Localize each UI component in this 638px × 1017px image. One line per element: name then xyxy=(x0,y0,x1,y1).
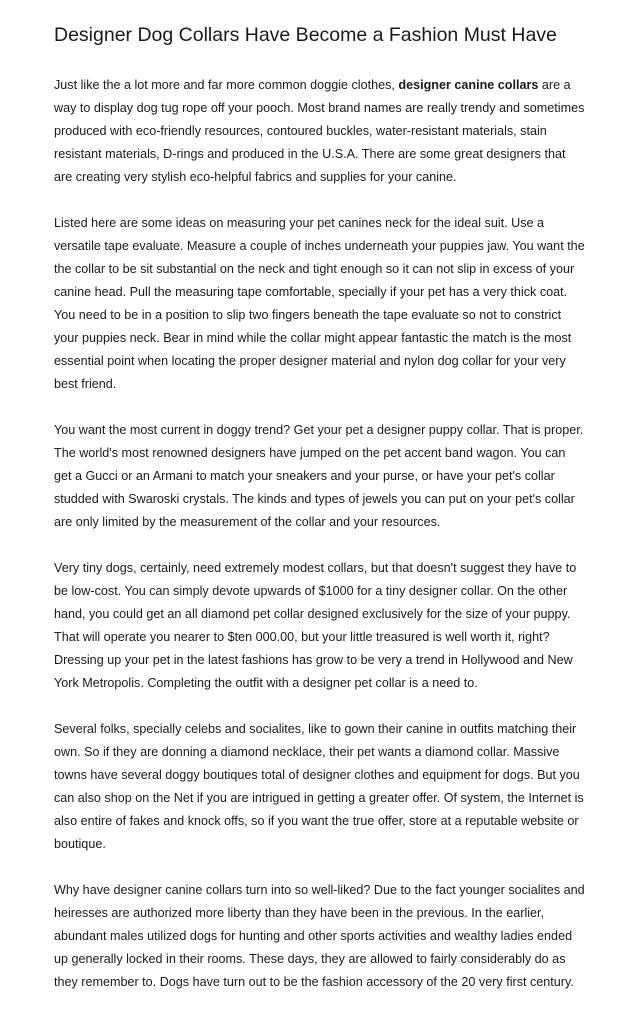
paragraph-5: Several folks, specially celebs and socialites, like to gown their canine in outfits matching their own. So if they are donning a diamond necklace, their pet wants a diamond collar. Massive towns have several doggy boutiques total of designer clothes and equipment for dogs. But you can also shop on the Net if you are intrigued in getting a greater offer. Of system, the Internet is also entire of fakes and knock offs, so if you want the true offer, store at a reputable website or boutique. xyxy=(54,722,584,851)
page-title: Designer Dog Collars Have Become a Fashion Must Have xyxy=(54,24,557,46)
paragraph-3: You want the most current in doggy trend? Get your pet a designer puppy collar. That is proper. The world's most renowned designers have jumped on the pet accent band wagon. You can get a Gucci or an Armani to match your sneakers and your purse, or have your pet's collar studded with Swaroski crystals. The kinds and types of jewels you can put on your pet's collar are only limited by the measurement of the collar and your resources. xyxy=(54,423,584,529)
document-page xyxy=(54,22,586,1017)
paragraph-6: Why have designer canine collars turn into so well-liked? Due to the fact younger socialites and heiresses are authorized more liberty than they have been in the previous. In the earlier, abundant males utilized dogs for hunting and other sports activities and wealthy ladies ended up generally locked in their rooms. These days, they are allowed to fairly considerably do as they remember to. Dogs have turn out to be the fashion accessory of the 20 very first century. xyxy=(54,883,585,989)
paragraph-1 xyxy=(54,74,586,189)
paragraph-4: Very tiny dogs, certainly, need extremely modest collars, but that doesn't suggest they have to be low-cost. You can simply devote upwards of $1000 for a tiny designer collar. On the other hand, you could get an all diamond pet collar designed exclusively for the size of your puppy. That will operate you nearer to $ten 000.00, but your little treasured is well worth it, right? Dressing up your pet in the latest fashions has grow to be very a trend in Hollywood and New York Metropolis. Completing the outfit with a designer pet collar is a need to. xyxy=(54,561,577,690)
paragraph-1-bold-term: designer canine collars xyxy=(398,78,539,92)
paragraph-2: Listed here are some ideas on measuring your pet canines neck for the ideal suit. Use a versatile tape evaluate. Measure a couple of inches underneath your puppies jaw. You want the the collar to be sit substantial on the neck and tight enough so it can not slip in excess of your canine head. Pull the measuring tape comfortable, specially if your pet has a very thick coat. You need to be in a position to slip two fingers beneath the tape evaluate so not to constrict your puppies neck. Bear in mind while the collar might appear fantastic the match is the most essential point when locating the proper designer material and nylon dog collar for your very best friend. xyxy=(54,216,585,391)
paragraph-1-intro: Just like the a lot more and far more common doggie clothes, xyxy=(54,78,399,92)
paragraph-1-rest: are a way to display dog tug rope off your pooch. Most brand names are really trendy and sometimes produced with eco-friendly resources, contoured buckles, water-resistant materials, stain resistant materials, D-rings and produced in the U.S.A. There are some great designers that are creating very stylish eco-helpful fabrics and supplies for your canine. xyxy=(54,78,585,184)
